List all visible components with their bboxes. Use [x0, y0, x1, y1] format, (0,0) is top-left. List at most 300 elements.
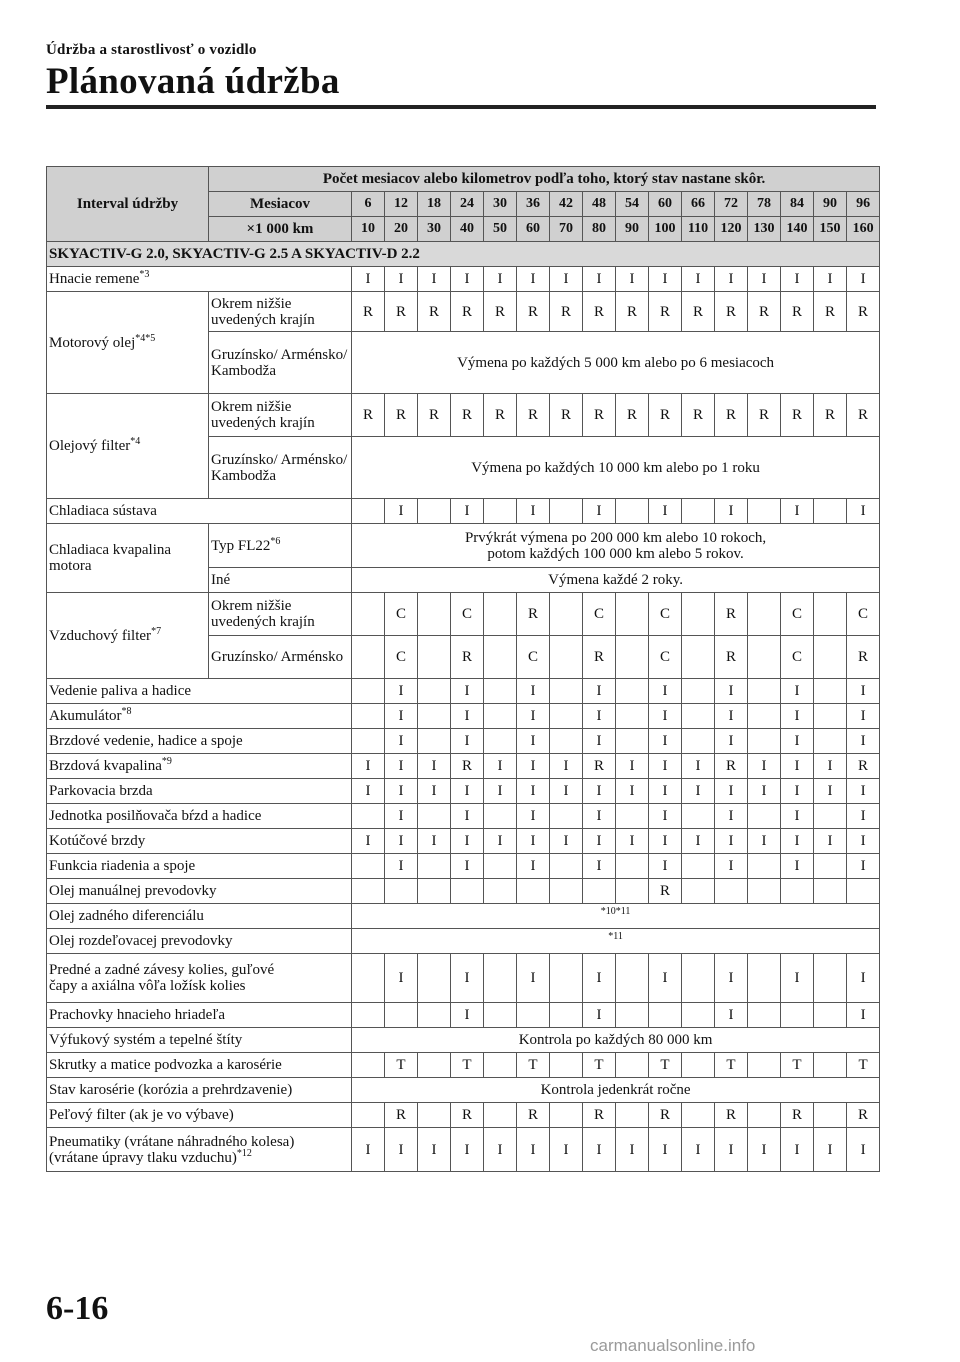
months-cell-7: 48 [583, 192, 616, 217]
schedule-cell [814, 679, 847, 704]
schedule-cell: I [682, 754, 715, 779]
months-cell-13: 84 [781, 192, 814, 217]
schedule-cell [484, 636, 517, 679]
schedule-cell [484, 854, 517, 879]
schedule-cell: I [517, 829, 550, 854]
table-row [47, 1128, 880, 1172]
schedule-cell: I [385, 854, 418, 879]
schedule-cell: I [385, 499, 418, 524]
schedule-cell: I [847, 1128, 880, 1172]
row-label: Peľový filter (ak je vo výbave) [47, 1103, 352, 1128]
schedule-cell: C [781, 593, 814, 636]
schedule-cell [616, 679, 649, 704]
schedule-cell [484, 499, 517, 524]
schedule-cell [814, 593, 847, 636]
top-header: Počet mesiacov alebo kilometrov podľa toho, ktorý stav nastane skôr. [209, 167, 880, 192]
schedule-cell: C [649, 593, 682, 636]
schedule-cell [550, 1103, 583, 1128]
months-cell-2: 18 [418, 192, 451, 217]
schedule-cell [649, 1003, 682, 1028]
schedule-cell: I [715, 1128, 748, 1172]
km-cell-15: 160 [847, 217, 880, 242]
schedule-cell: R [517, 394, 550, 437]
schedule-cell: I [715, 954, 748, 1003]
row-label: Chladiaca sústava [47, 499, 352, 524]
schedule-cell: C [385, 636, 418, 679]
schedule-cell: I [682, 779, 715, 804]
row-sublabel: Okrem nižšie uvedených krajín [209, 394, 352, 437]
schedule-cell: I [616, 754, 649, 779]
table-row [47, 292, 880, 332]
schedule-cell [484, 1103, 517, 1128]
schedule-cell: I [583, 679, 616, 704]
schedule-cell: I [517, 499, 550, 524]
schedule-cell [715, 879, 748, 904]
schedule-cell: I [484, 1128, 517, 1172]
schedule-cell [748, 1003, 781, 1028]
schedule-cell: I [418, 754, 451, 779]
schedule-cell [616, 593, 649, 636]
schedule-cell: I [781, 754, 814, 779]
schedule-cell [814, 636, 847, 679]
schedule-cell: I [682, 829, 715, 854]
schedule-cell: R [484, 292, 517, 332]
row-label: Chladiaca kvapalina motora [47, 524, 209, 593]
watermark: carmanualsonline.info [590, 1336, 756, 1355]
schedule-cell: I [583, 1128, 616, 1172]
schedule-cell: R [649, 292, 682, 332]
schedule-cell [352, 1003, 385, 1028]
schedule-cell [418, 854, 451, 879]
km-cell-13: 140 [781, 217, 814, 242]
schedule-cell: I [451, 267, 484, 292]
months-cell-1: 12 [385, 192, 418, 217]
schedule-cell: I [451, 854, 484, 879]
schedule-cell: I [352, 754, 385, 779]
schedule-cell [418, 704, 451, 729]
schedule-cell [814, 804, 847, 829]
schedule-cell: C [385, 593, 418, 636]
months-cell-4: 30 [484, 192, 517, 217]
schedule-cell [781, 879, 814, 904]
row-label: Olejový filter$^{*4}$ [47, 394, 209, 499]
row-label: Olej manuálnej prevodovky [47, 879, 352, 904]
schedule-cell [616, 499, 649, 524]
schedule-cell [352, 954, 385, 1003]
schedule-cell [385, 879, 418, 904]
table-row [47, 267, 880, 292]
schedule-cell: I [649, 829, 682, 854]
schedule-cell: I [847, 704, 880, 729]
schedule-cell: I [715, 267, 748, 292]
schedule-cell: I [583, 267, 616, 292]
schedule-cell [418, 879, 451, 904]
schedule-cell: R [517, 1103, 550, 1128]
schedule-cell [748, 854, 781, 879]
schedule-cell: C [583, 593, 616, 636]
schedule-cell [385, 1003, 418, 1028]
schedule-cell [748, 593, 781, 636]
schedule-cell: I [847, 267, 880, 292]
schedule-cell: C [649, 636, 682, 679]
row-sublabel: Gruzínsko/ Arménsko/ Kambodža [209, 332, 352, 394]
months-cell-14: 90 [814, 192, 847, 217]
schedule-cell [814, 499, 847, 524]
km-cell-10: 110 [682, 217, 715, 242]
schedule-cell: R [715, 292, 748, 332]
schedule-cell: I [517, 679, 550, 704]
schedule-cell [682, 593, 715, 636]
schedule-cell: I [616, 1128, 649, 1172]
schedule-cell: I [649, 854, 682, 879]
schedule-cell: I [385, 1128, 418, 1172]
schedule-cell: I [649, 954, 682, 1003]
schedule-cell [814, 879, 847, 904]
months-cell-10: 66 [682, 192, 715, 217]
schedule-cell [682, 804, 715, 829]
schedule-cell: R [682, 292, 715, 332]
row-wide-text: Kontrola jedenkrát ročne [352, 1078, 880, 1103]
schedule-cell: R [583, 292, 616, 332]
km-cell-0: 10 [352, 217, 385, 242]
schedule-cell [748, 1053, 781, 1078]
months-cell-15: 96 [847, 192, 880, 217]
months-cell-12: 78 [748, 192, 781, 217]
schedule-cell [616, 704, 649, 729]
schedule-cell: R [418, 292, 451, 332]
schedule-cell: T [583, 1053, 616, 1078]
schedule-cell: I [847, 1003, 880, 1028]
schedule-cell: I [847, 499, 880, 524]
schedule-cell [748, 804, 781, 829]
schedule-cell: I [418, 1128, 451, 1172]
table-row [47, 1053, 880, 1078]
schedule-cell: I [781, 267, 814, 292]
schedule-cell: I [715, 829, 748, 854]
schedule-cell [418, 729, 451, 754]
schedule-cell: I [385, 267, 418, 292]
row-sublabel: Gruzínsko/ Arménsko [209, 636, 352, 679]
schedule-cell [847, 879, 880, 904]
schedule-cell: R [649, 879, 682, 904]
schedule-cell: I [583, 779, 616, 804]
schedule-cell: I [781, 779, 814, 804]
schedule-cell: I [484, 779, 517, 804]
schedule-cell: I [847, 804, 880, 829]
schedule-cell: R [385, 394, 418, 437]
schedule-cell: I [451, 804, 484, 829]
schedule-cell [682, 729, 715, 754]
schedule-cell: R [847, 636, 880, 679]
schedule-cell [550, 679, 583, 704]
row-label: Brzdové vedenie, hadice a spoje [47, 729, 352, 754]
schedule-cell: I [748, 829, 781, 854]
schedule-cell: T [385, 1053, 418, 1078]
km-cell-4: 50 [484, 217, 517, 242]
schedule-cell [352, 1053, 385, 1078]
schedule-cell: R [781, 292, 814, 332]
schedule-cell: R [451, 754, 484, 779]
km-cell-2: 30 [418, 217, 451, 242]
schedule-cell: R [814, 394, 847, 437]
schedule-cell: I [352, 779, 385, 804]
schedule-cell: I [484, 267, 517, 292]
schedule-cell [748, 954, 781, 1003]
schedule-cell: I [781, 704, 814, 729]
schedule-cell: I [385, 829, 418, 854]
schedule-cell: I [517, 954, 550, 1003]
schedule-cell [814, 1103, 847, 1128]
schedule-cell: I [451, 954, 484, 1003]
months-cell-8: 54 [616, 192, 649, 217]
schedule-cell [814, 1053, 847, 1078]
schedule-cell [682, 1103, 715, 1128]
title-rule [46, 105, 876, 109]
km-cell-14: 150 [814, 217, 847, 242]
schedule-cell: I [517, 754, 550, 779]
schedule-cell [418, 679, 451, 704]
header-row-top [47, 167, 880, 192]
schedule-cell: I [451, 1128, 484, 1172]
table-row [47, 929, 880, 954]
row-label: Parkovacia brzda [47, 779, 352, 804]
schedule-cell [550, 1003, 583, 1028]
table-row [47, 854, 880, 879]
schedule-cell: R [517, 593, 550, 636]
schedule-cell: R [583, 394, 616, 437]
row-wide-text: Prvýkrát výmena po 200 000 km alebo 10 rokoch, potom každých 100 000 km alebo 5 rokov. [352, 524, 880, 568]
schedule-cell: I [781, 729, 814, 754]
schedule-cell [748, 729, 781, 754]
schedule-cell: I [649, 729, 682, 754]
schedule-cell: I [517, 704, 550, 729]
schedule-cell [616, 954, 649, 1003]
schedule-cell: I [385, 704, 418, 729]
schedule-cell [814, 729, 847, 754]
schedule-cell: C [847, 593, 880, 636]
schedule-cell [814, 854, 847, 879]
section-row [47, 242, 880, 267]
schedule-cell [418, 1053, 451, 1078]
table-row [47, 1028, 880, 1053]
schedule-cell [484, 1003, 517, 1028]
schedule-cell: I [847, 679, 880, 704]
schedule-cell: I [616, 829, 649, 854]
schedule-cell: I [649, 754, 682, 779]
schedule-cell [352, 879, 385, 904]
schedule-cell: I [550, 754, 583, 779]
table-row [47, 704, 880, 729]
schedule-cell: I [451, 499, 484, 524]
schedule-cell [418, 499, 451, 524]
row-sublabel: Okrem nižšie uvedených krajín [209, 593, 352, 636]
schedule-cell: I [649, 804, 682, 829]
row-sublabel: Gruzínsko/ Arménsko/ Kambodža [209, 437, 352, 499]
schedule-cell [517, 879, 550, 904]
months-cell-0: 6 [352, 192, 385, 217]
schedule-cell [583, 879, 616, 904]
schedule-cell [484, 729, 517, 754]
schedule-cell: R [583, 636, 616, 679]
schedule-cell: I [715, 779, 748, 804]
schedule-cell: C [517, 636, 550, 679]
schedule-cell: I [451, 1003, 484, 1028]
schedule-cell: I [649, 779, 682, 804]
table-row [47, 954, 880, 1003]
schedule-cell [682, 1003, 715, 1028]
months-cell-3: 24 [451, 192, 484, 217]
schedule-cell: I [418, 779, 451, 804]
schedule-cell: I [649, 1128, 682, 1172]
schedule-cell: T [451, 1053, 484, 1078]
row-label: Prachovky hnacieho hriadeľa [47, 1003, 352, 1028]
table-row [47, 879, 880, 904]
row-label: Predné a zadné závesy kolies, guľové čapy a axiálna vôľa ložísk kolies [47, 954, 352, 1003]
schedule-cell: C [451, 593, 484, 636]
schedule-cell: I [748, 779, 781, 804]
schedule-cell: I [385, 779, 418, 804]
schedule-cell: I [550, 779, 583, 804]
table-row [47, 754, 880, 779]
schedule-cell: R [550, 394, 583, 437]
schedule-cell: I [781, 854, 814, 879]
schedule-cell: R [451, 636, 484, 679]
row-label: Vedenie paliva a hadice [47, 679, 352, 704]
row-label: Olej zadného diferenciálu [47, 904, 352, 929]
schedule-cell: I [385, 754, 418, 779]
schedule-cell [616, 729, 649, 754]
table-row [47, 499, 880, 524]
km-cell-5: 60 [517, 217, 550, 242]
schedule-cell: I [715, 1003, 748, 1028]
schedule-cell [550, 954, 583, 1003]
table-row [47, 394, 880, 437]
row-sublabel: Iné [209, 568, 352, 593]
schedule-cell [550, 1053, 583, 1078]
schedule-cell: I [451, 829, 484, 854]
schedule-cell [748, 1103, 781, 1128]
schedule-cell: I [847, 729, 880, 754]
schedule-cell [616, 636, 649, 679]
schedule-cell [484, 804, 517, 829]
row-sublabel: Okrem nižšie uvedených krajín [209, 292, 352, 332]
schedule-cell: I [748, 267, 781, 292]
km-cell-6: 70 [550, 217, 583, 242]
schedule-cell [352, 636, 385, 679]
schedule-cell [418, 593, 451, 636]
schedule-cell [484, 1053, 517, 1078]
schedule-cell: R [847, 292, 880, 332]
row-sublabel: Typ FL22$^{*6}$ [209, 524, 352, 568]
row-label: Jednotka posilňovača bŕzd a hadice [47, 804, 352, 829]
schedule-cell: R [649, 394, 682, 437]
table-row [47, 829, 880, 854]
schedule-cell [352, 854, 385, 879]
table-row [47, 1103, 880, 1128]
months-label: Mesiacov [209, 192, 352, 217]
row-wide-text: Kontrola po každých 80 000 km [352, 1028, 880, 1053]
km-cell-12: 130 [748, 217, 781, 242]
schedule-cell [418, 954, 451, 1003]
schedule-cell: I [814, 754, 847, 779]
schedule-cell: I [649, 679, 682, 704]
schedule-cell [550, 499, 583, 524]
schedule-cell: I [616, 779, 649, 804]
schedule-cell: I [715, 704, 748, 729]
schedule-cell [616, 879, 649, 904]
schedule-cell [682, 879, 715, 904]
schedule-cell [814, 704, 847, 729]
schedule-cell: C [781, 636, 814, 679]
schedule-cell: R [781, 1103, 814, 1128]
table-row [47, 904, 880, 929]
schedule-cell: R [748, 394, 781, 437]
schedule-cell: R [847, 394, 880, 437]
row-label: Skrutky a matice podvozka a karosérie [47, 1053, 352, 1078]
schedule-cell: I [847, 779, 880, 804]
schedule-cell: I [517, 1128, 550, 1172]
schedule-cell: I [781, 804, 814, 829]
schedule-cell: R [682, 394, 715, 437]
schedule-cell: I [583, 1003, 616, 1028]
km-cell-7: 80 [583, 217, 616, 242]
schedule-cell: I [451, 779, 484, 804]
schedule-cell: R [616, 292, 649, 332]
schedule-cell [748, 704, 781, 729]
schedule-cell: I [715, 729, 748, 754]
schedule-cell: I [550, 1128, 583, 1172]
schedule-cell [748, 679, 781, 704]
engine-section-title: SKYACTIV-G 2.0, SKYACTIV-G 2.5 A SKYACTIV-D 2.2 [47, 242, 880, 267]
row-wide-text: Výmena po každých 5 000 km alebo po 6 mesiacoch [352, 332, 880, 394]
schedule-cell: I [418, 829, 451, 854]
schedule-cell [682, 704, 715, 729]
schedule-cell: R [814, 292, 847, 332]
schedule-cell [352, 593, 385, 636]
schedule-cell: I [451, 679, 484, 704]
schedule-cell [484, 704, 517, 729]
schedule-cell: R [451, 1103, 484, 1128]
row-label: Stav karosérie (korózia a prehrdzavenie) [47, 1078, 352, 1103]
schedule-cell [550, 879, 583, 904]
schedule-cell [484, 679, 517, 704]
table-row [47, 1003, 880, 1028]
row-label: Motorový olej$^{*4*5}$ [47, 292, 209, 394]
schedule-cell: I [385, 679, 418, 704]
row-label: Výfukový systém a tepelné štíty [47, 1028, 352, 1053]
schedule-cell [616, 854, 649, 879]
schedule-cell: R [583, 1103, 616, 1128]
schedule-cell: I [451, 704, 484, 729]
schedule-cell: R [715, 754, 748, 779]
schedule-cell: T [715, 1053, 748, 1078]
schedule-cell: I [781, 499, 814, 524]
schedule-cell: I [517, 267, 550, 292]
maintenance-schedule-table [46, 166, 880, 1172]
schedule-cell: I [715, 804, 748, 829]
schedule-cell: I [385, 729, 418, 754]
schedule-cell: I [715, 499, 748, 524]
row-footnote: *10*11 [352, 904, 880, 929]
schedule-cell [352, 704, 385, 729]
schedule-cell: I [814, 1128, 847, 1172]
schedule-cell: I [649, 499, 682, 524]
schedule-cell: I [715, 854, 748, 879]
schedule-cell: T [517, 1053, 550, 1078]
schedule-cell: R [550, 292, 583, 332]
schedule-cell [517, 1003, 550, 1028]
schedule-cell: I [517, 854, 550, 879]
